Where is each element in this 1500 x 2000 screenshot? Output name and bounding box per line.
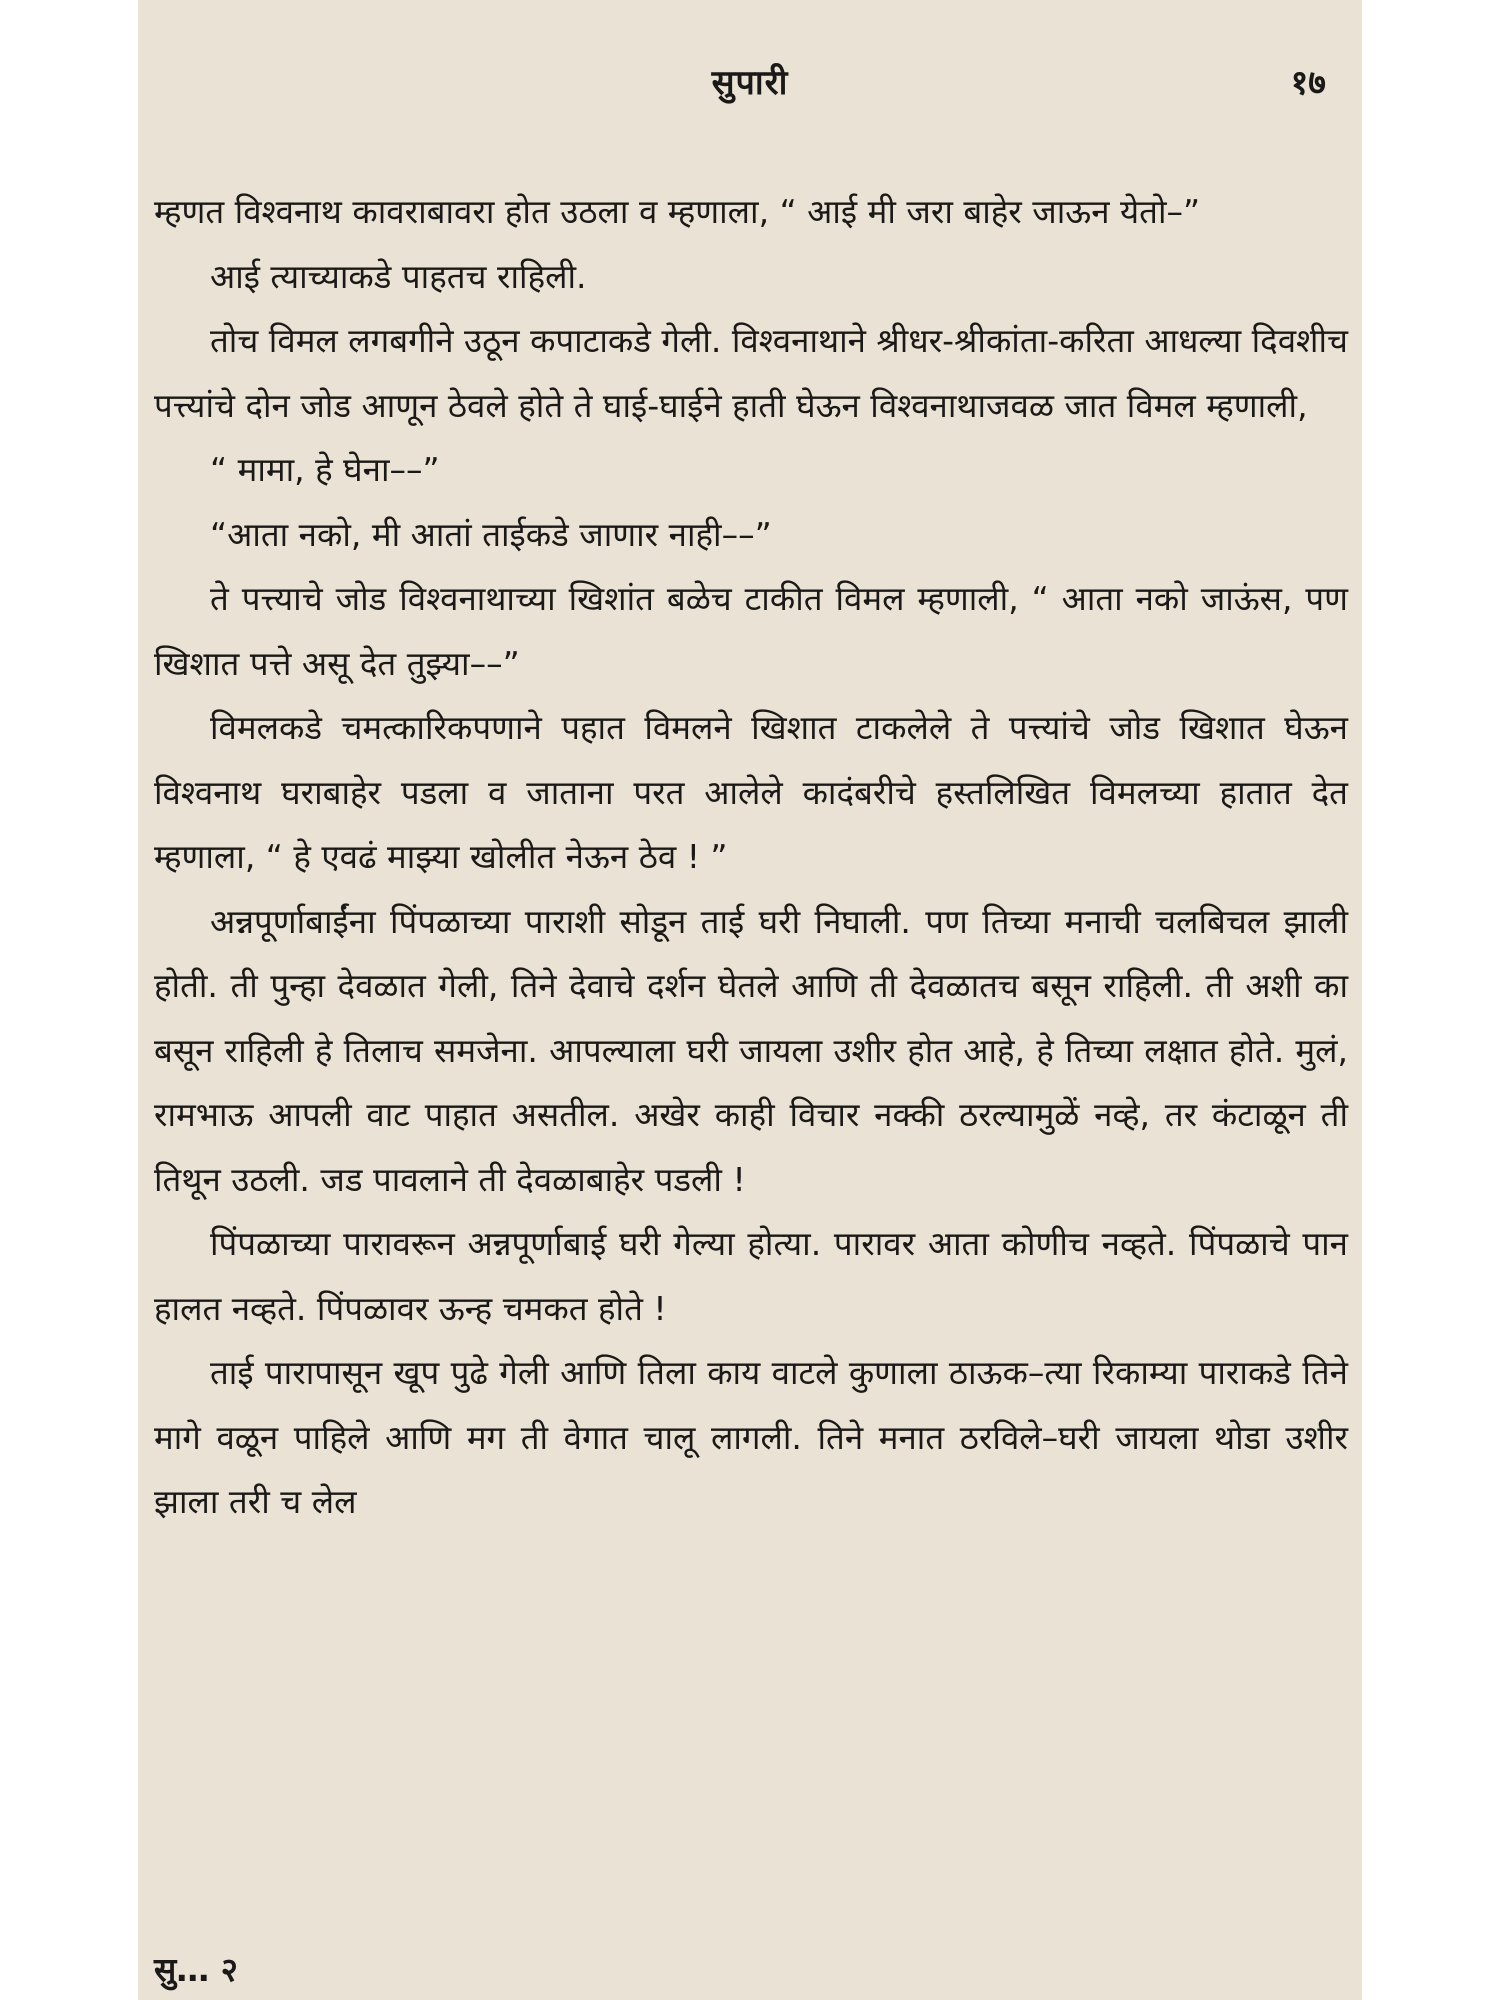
paragraph: आई त्याच्याकडे पाहतच राहिली. — [210, 256, 587, 296]
body-text — [154, 180, 1348, 1535]
paragraph: “आता नको, मी आतां ताईकडे जाणार नाही––” — [210, 514, 772, 554]
paragraph: पिंपळाच्या पारावरून अन्नपूर्णाबाई घरी गेल्या होत्या. पारावर आता कोणीच नव्हते. पिंपळाचे पान हालत नव्हते. पिंपळावर ऊन्ह चमकत होते ! — [154, 1224, 1348, 1328]
paragraph: अन्नपूर्णाबाईंना पिंपळाच्या पाराशी सोडून ताई घरी निघाली. पण तिच्या मनाची चलबिचल झाली होती. ती पुन्हा देवळात गेली, तिने देवाचे दर्शन घेतले आणि ती देवळातच बसून राहिली. ती अशी का बसून राहिली हे तिलाच समजेना. आपल्याला घरी जायला उशीर होत आहे, हे तिच्या लक्षात होते. मुलं, रामभाऊ आपली वाट पाहात असतील. अखेर काही विचार नक्की ठरल्यामुळें नव्हे, तर कंटाळून ती तिथून उठली. जड पावलाने ती देवळाबाहेर पडली ! — [154, 901, 1348, 1199]
page-number: १७ — [1290, 63, 1326, 103]
paragraph: ते पत्त्याचे जोड विश्वनाथाच्या खिशांत बळेच टाकीत विमल म्हणाली, “ आता नको जाऊंस, पण खिशात पत्ते असू देत तुझ्या––” — [154, 579, 1348, 683]
paragraph: तोच विमल लगबगीने उठून कपाटाकडे गेली. विश्वनाथाने श्रीधर-श्रीकांता-करिता आधल्या दिवशीच पत्त्यांचे दोन जोड आणून ठेवले होते ते घाई-घाईने हाती घेऊन विश्वनाथाजवळ जात विमल म्हणाली, — [154, 321, 1348, 425]
signature-mark: सु… २ — [154, 1950, 238, 1989]
paragraph: “ मामा, हे घेना––” — [210, 450, 440, 489]
page-header — [138, 58, 1362, 118]
book-page — [138, 0, 1362, 2000]
paragraph: म्हणत विश्वनाथ कावराबावरा होत उठला व म्हणाला, “ आई मी जरा बाहेर जाऊन येतो–” — [154, 192, 1201, 231]
paragraph: विमलकडे चमत्कारिकपणाने पहात विमलने खिशात टाकलेले ते पत्त्यांचे जोड खिशात घेऊन विश्वनाथ घराबाहेर पडला व जाताना परत आलेले कादंबरीचे हस्तलिखित विमलच्या हातात देत म्हणाला, “ हे एवढं माझ्या खोलीत नेऊन ठेव ! ” — [154, 708, 1348, 876]
running-title: सुपारी — [711, 63, 789, 103]
paragraph: ताई पारापासून खूप पुढे गेली आणि तिला काय वाटले कुणाला ठाऊक–त्या रिकाम्या पाराकडे तिने मागे वळून पाहिले आणि मग ती वेगात चालू लागली. तिने मनात ठरविले–घरी जायला थोडा उशीर झाला तरी च लेल — [154, 1353, 1348, 1521]
